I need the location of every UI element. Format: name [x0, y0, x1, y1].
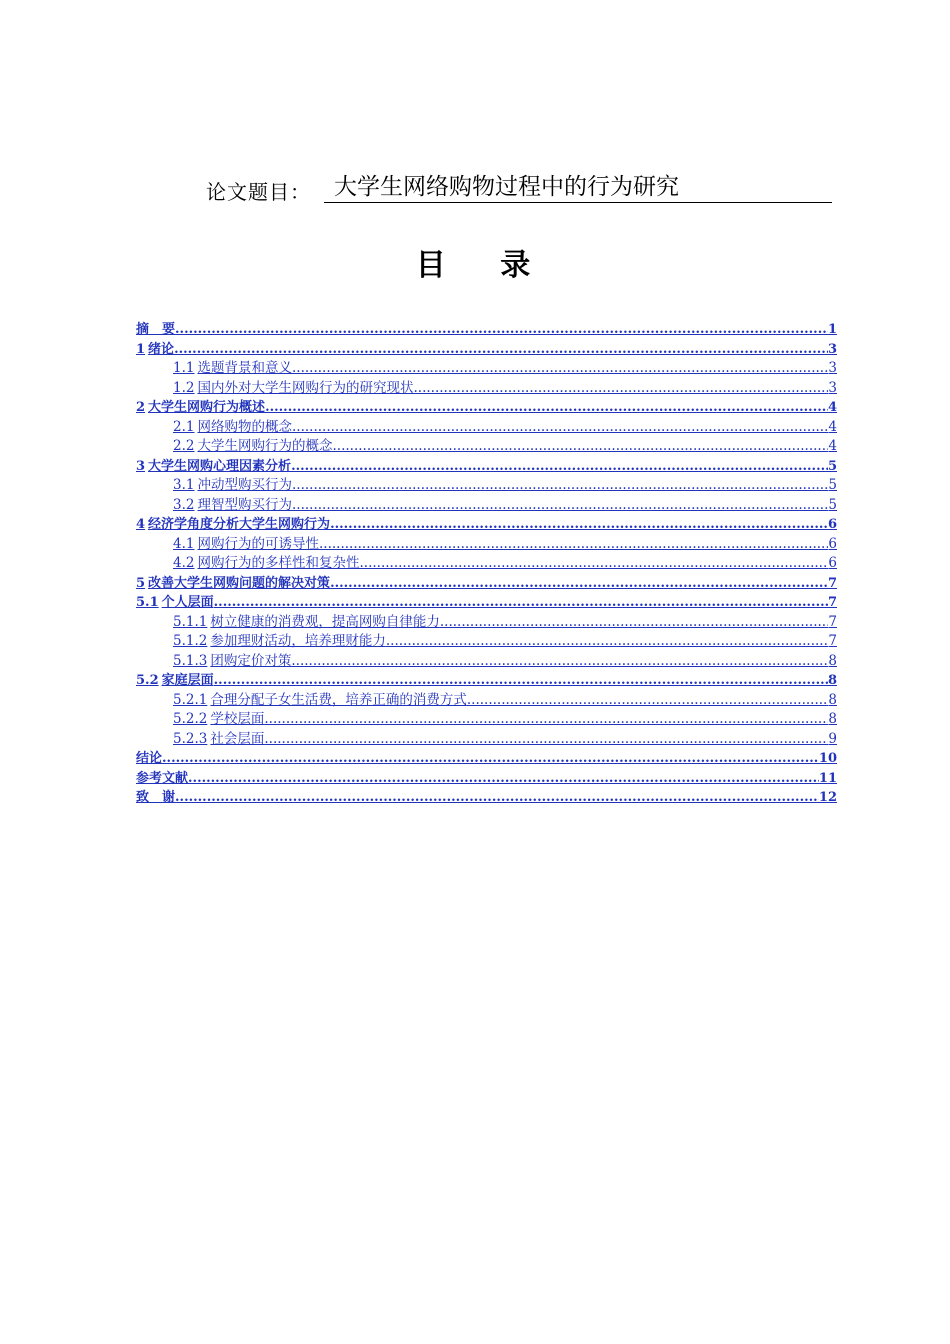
toc-entry[interactable]	[136, 418, 837, 438]
toc-entry-page: 9	[828, 730, 837, 747]
toc-entry[interactable]	[136, 730, 837, 750]
toc-entry-page: 3	[828, 360, 837, 376]
toc-dot-leader	[467, 691, 829, 711]
toc-dot-leader	[319, 535, 828, 555]
toc-entry-title: 国内外对大学生网购行为的研究现状	[197, 379, 414, 396]
toc-dot-leader	[359, 554, 828, 574]
toc-dot-leader	[188, 769, 819, 789]
toc-dot-leader	[291, 457, 828, 477]
toc-entry-number: 5.1.1	[173, 613, 208, 630]
toc-dot-leader	[214, 671, 828, 691]
toc-entry[interactable]	[136, 574, 837, 594]
thesis-title-line	[206, 172, 836, 208]
toc-entry[interactable]	[136, 671, 837, 691]
toc-entry-number: 3.2	[173, 496, 195, 513]
toc-entry-title: 个人层面	[161, 595, 214, 610]
toc-entry-page: 1	[827, 322, 837, 337]
thesis-title-label: 论文题目：	[206, 180, 311, 204]
toc-entry[interactable]	[136, 769, 837, 789]
toc-entry-title: 结论	[136, 751, 163, 766]
toc-entry[interactable]	[136, 476, 837, 496]
toc-entry-page: 3	[827, 341, 837, 357]
toc-entry-title: 家庭层面	[161, 673, 214, 688]
toc-entry-page: 10	[818, 751, 837, 766]
toc-dot-leader	[291, 652, 828, 672]
toc-entry-page: 12	[818, 790, 837, 805]
toc-entry-title: 冲动型购买行为	[197, 477, 292, 493]
toc-entry-page: 6	[828, 555, 837, 571]
toc-dot-leader	[292, 496, 828, 516]
toc-dot-leader	[413, 379, 828, 399]
toc-dot-leader	[265, 398, 828, 418]
toc-entry-title: 社会层面	[210, 730, 265, 747]
toc-dot-leader	[330, 515, 828, 535]
toc-entry-page: 5	[828, 496, 837, 513]
toc-entry[interactable]	[136, 554, 837, 574]
toc-entry-number: 3	[136, 458, 146, 474]
toc-entry-number: 5.2.2	[173, 711, 208, 727]
toc-entry[interactable]	[136, 457, 837, 477]
toc-entry-page: 5	[828, 477, 837, 493]
toc-entry-page: 8	[828, 691, 837, 708]
toc-dot-leader	[264, 710, 828, 730]
thesis-title-value: 大学生网络购物过程中的行为研究	[324, 172, 832, 203]
toc-entry-number: 5.2	[136, 673, 159, 688]
toc-entry-page: 8	[828, 711, 837, 727]
toc-entry-title: 选题背景和意义	[197, 360, 292, 376]
toc-entry-title: 网购行为的多样性和复杂性	[197, 555, 360, 571]
toc-entry[interactable]	[136, 320, 837, 340]
toc-entry-title: 经济学角度分析大学生网购行为	[148, 517, 331, 532]
toc-entry-title: 改善大学生网购问题的解决对策	[148, 575, 331, 591]
toc-entry-number: 5.2.3	[173, 730, 208, 747]
toc-entry-number: 1.1	[173, 360, 195, 376]
toc-entry[interactable]	[136, 710, 837, 730]
toc-entry-page: 6	[828, 535, 837, 552]
toc-entry[interactable]	[136, 749, 837, 769]
toc-entry-number: 4	[136, 517, 146, 532]
toc-entry-page: 8	[827, 673, 837, 688]
toc-dot-leader	[174, 340, 828, 360]
toc-entry-page: 4	[828, 418, 837, 435]
toc-entry[interactable]	[136, 515, 837, 535]
toc-entry-number: 5	[136, 575, 146, 591]
toc-entry-page: 7	[827, 595, 837, 610]
toc-entry-number: 3.1	[173, 477, 195, 493]
toc-entry[interactable]	[136, 613, 837, 633]
toc-entry[interactable]	[136, 496, 837, 516]
toc-entry[interactable]	[136, 788, 837, 808]
toc-entry[interactable]	[136, 379, 837, 399]
toc-entry[interactable]	[136, 632, 837, 652]
toc-entry-title: 参考文献	[136, 770, 189, 786]
toc-entry-title: 参加理财活动，培养理财能力	[210, 633, 386, 649]
toc-dot-leader	[292, 359, 828, 379]
toc-dot-leader	[162, 749, 819, 769]
toc-dot-leader	[332, 437, 828, 457]
toc-dot-leader	[214, 593, 828, 613]
toc-entry[interactable]	[136, 437, 837, 457]
toc-entry[interactable]	[136, 398, 837, 418]
toc-entry-page: 3	[828, 379, 837, 396]
toc-entry[interactable]	[136, 593, 837, 613]
toc-entry-page: 6	[827, 517, 837, 532]
toc-entry-page: 7	[828, 633, 837, 649]
toc-entry-number: 1.2	[173, 379, 195, 396]
toc-entry-number: 4.1	[173, 535, 195, 552]
toc-entry-number: 2.1	[173, 418, 195, 435]
toc-entry-title: 学校层面	[210, 711, 265, 727]
toc-entry-page: 5	[827, 458, 837, 474]
toc-entry-page: 4	[828, 438, 837, 454]
toc-entry-number: 5.1	[136, 595, 159, 610]
toc-dot-leader	[175, 788, 819, 808]
toc-entry-number: 4.2	[173, 555, 195, 571]
table-of-contents	[136, 320, 837, 808]
toc-entry-title: 摘 要	[136, 322, 176, 337]
toc-entry-page: 7	[827, 575, 837, 591]
toc-dot-leader	[386, 632, 829, 652]
toc-entry-number: 1	[136, 341, 146, 357]
toc-heading: 目 录	[415, 248, 553, 283]
toc-dot-leader	[175, 320, 828, 340]
toc-entry-number: 5.2.1	[173, 691, 208, 708]
toc-entry-page: 4	[827, 400, 837, 415]
toc-entry-title: 合理分配子女生活费，培养正确的消费方式	[210, 691, 467, 708]
toc-entry[interactable]	[136, 652, 837, 672]
toc-dot-leader	[292, 476, 828, 496]
toc-entry-number: 2.2	[173, 438, 195, 454]
toc-entry[interactable]	[136, 359, 837, 379]
toc-entry-title: 大学生网购行为的概念	[197, 438, 333, 454]
toc-entry[interactable]	[136, 691, 837, 711]
toc-entry-number: 5.1.2	[173, 633, 208, 649]
toc-entry-title: 团购定价对策	[210, 652, 292, 669]
toc-entry-title: 树立健康的消费观，提高网购自律能力	[210, 613, 440, 630]
toc-dot-leader	[440, 613, 829, 633]
toc-entry-title: 致 谢	[136, 790, 176, 805]
toc-entry[interactable]	[136, 535, 837, 555]
toc-entry[interactable]	[136, 340, 837, 360]
toc-entry-page: 7	[828, 613, 837, 630]
toc-dot-leader	[292, 418, 828, 438]
toc-entry-title: 大学生网购心理因素分析	[148, 458, 292, 474]
toc-entry-title: 绪论	[148, 341, 175, 357]
toc-entry-title: 理智型购买行为	[197, 496, 292, 513]
toc-entry-page: 11	[818, 770, 837, 786]
toc-entry-number: 5.1.3	[173, 652, 208, 669]
toc-dot-leader	[330, 574, 828, 594]
toc-dot-leader	[264, 730, 828, 750]
toc-entry-number: 2	[136, 400, 146, 415]
toc-entry-title: 网购行为的可诱导性	[197, 535, 319, 552]
toc-entry-title: 大学生网购行为概述	[148, 400, 266, 415]
toc-entry-title: 网络购物的概念	[197, 418, 292, 435]
toc-entry-page: 8	[828, 652, 837, 669]
